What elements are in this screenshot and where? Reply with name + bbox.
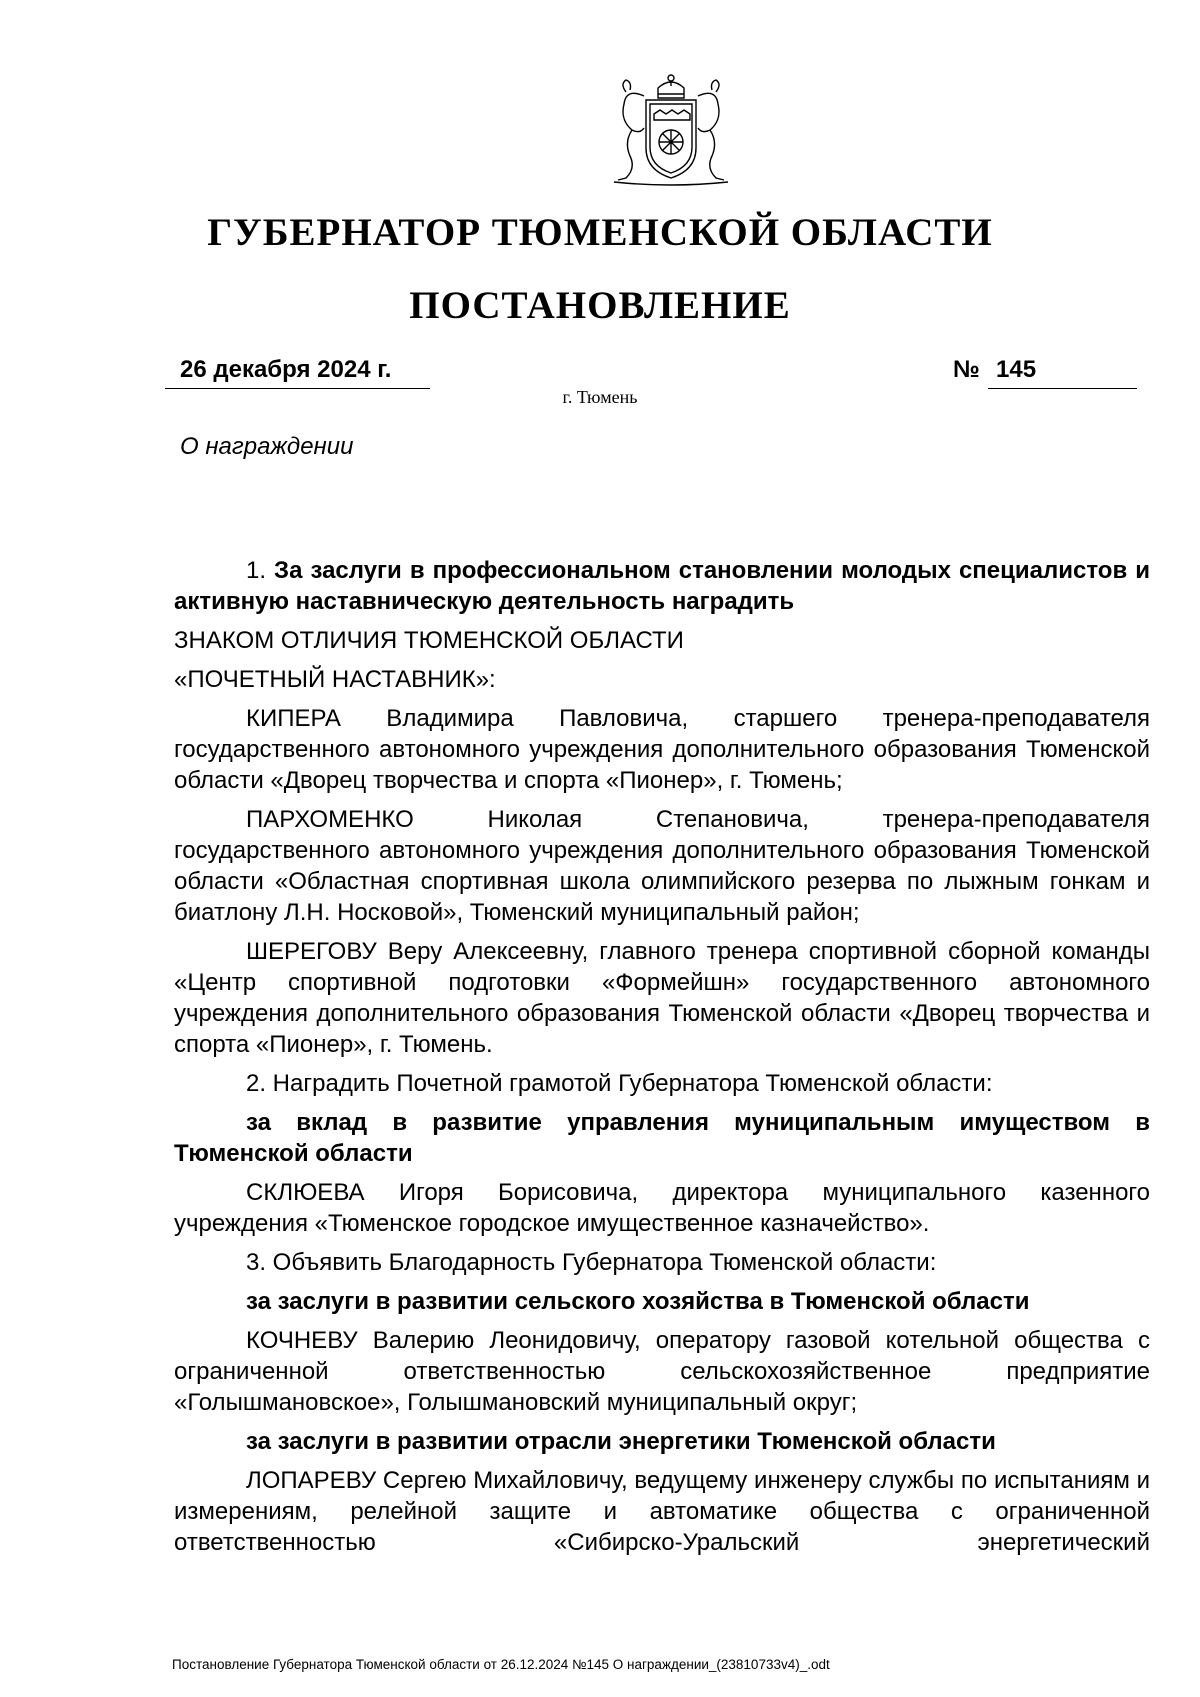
document-subject: О награждении — [180, 433, 354, 460]
section-3-reason-1: за заслуги в развитии сельского хозяйства в Тюменской области — [246, 1288, 1030, 1315]
awardee-paragraph: ЛОПАРЕВУ Сергею Михайловичу, ведущему инженеру службы по испытаниям и измерениям, релейной защите и автоматике общества с ограниченной ответственностью «Сибирско-Уральский энергетический — [174, 1467, 1150, 1556]
awardee-paragraph: СКЛЮЕВА Игоря Борисовича, директора муниципального казенного учреждения «Тюменское городское имущественное казначейство». — [174, 1179, 1150, 1237]
document-number: 145 — [988, 356, 1137, 389]
awardee-paragraph: ПАРХОМЕНКО Николая Степановича, тренера-преподавателя государственного автономного учреждения дополнительного образования Тюменской области «Областная спортивная школа олимпийского резерва по лыжным гонкам и биатлону Л.Н. Носковой», Тюменский муниципальный район; — [174, 806, 1150, 926]
issuer-title: ГУБЕРНАТОР ТЮМЕНСКОЙ ОБЛАСТИ — [207, 211, 993, 254]
section-2-reason: за вклад в развитие управления муниципальным имуществом в Тюменской области — [174, 1109, 1150, 1167]
document-date: 26 декабря 2024 г. — [165, 356, 430, 389]
section-1-number: 1. — [246, 557, 267, 584]
document-type: ПОСТАНОВЛЕНИЕ — [409, 284, 791, 327]
file-footer: Постановление Губернатора Тюменской области от 26.12.2024 №145 О награждении_(23810733v4)_.odt — [172, 1657, 830, 1672]
issue-city: г. Тюмень — [562, 387, 638, 407]
number-label: № — [953, 356, 980, 383]
document-body — [174, 555, 1150, 1566]
award-name-line-2: «ПОЧЕТНЫЙ НАСТАВНИК»: — [174, 666, 496, 693]
awardee-paragraph: КИПЕРА Владимира Павловича, старшего тренера-преподавателя государственного автономного учреждения дополнительного образования Тюменской области «Дворец творчества и спорта «Пионер», г. Тюмень; — [174, 705, 1150, 794]
section-1-reason — [174, 555, 1150, 617]
section-3-intro: 3. Объявить Благодарность Губернатора Тюменской области: — [246, 1249, 937, 1276]
award-name-line-1: ЗНАКОМ ОТЛИЧИЯ ТЮМЕНСКОЙ ОБЛАСТИ — [174, 627, 684, 654]
coat-of-arms-icon — [596, 70, 746, 190]
awardee-paragraph: ШЕРЕГОВУ Веру Алексеевну, главного тренера спортивной сборной команды «Центр спортивной подготовки «Формейшн» государственного автономного учреждения дополнительного образования Тюменской области «Дворец творчества и спорта «Пионер», г. Тюмень. — [174, 938, 1150, 1058]
section-1-reason-text: За заслуги в профессиональном становлении молодых специалистов и активную наставническую деятельность наградить — [174, 557, 1150, 615]
section-2-intro: 2. Наградить Почетной грамотой Губернатора Тюменской области: — [246, 1070, 993, 1097]
section-3-reason-2: за заслуги в развитии отрасли энергетики Тюменской области — [246, 1428, 996, 1455]
awardee-paragraph: КОЧНЕВУ Валерию Леонидовичу, оператору газовой котельной общества с ограниченной ответственностью сельскохозяйственное предприятие «Голышмановское», Голышмановский муниципальный округ; — [174, 1327, 1150, 1416]
